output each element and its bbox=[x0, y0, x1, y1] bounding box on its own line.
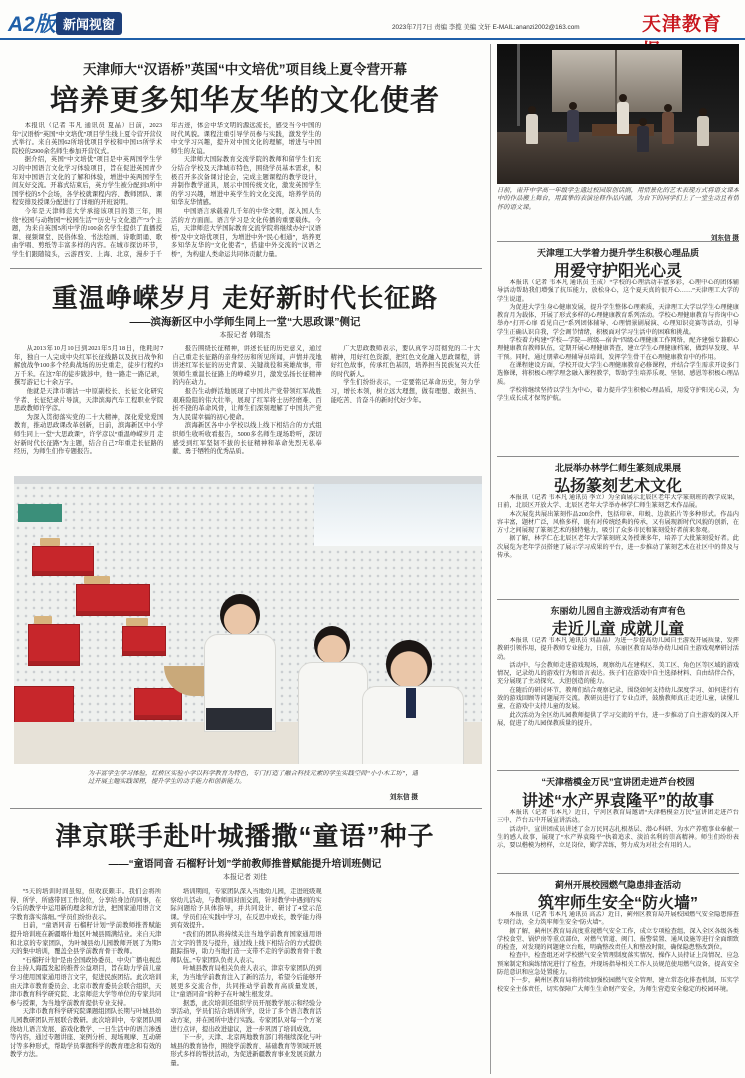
paragraph: 本报讯（记者 韦凡 通讯员 夏晶）日前，2023年“汉语桥”英国“中文培优”项目学生线上夏令营开营仪式举行。来自英国62所培优项目学校和中国15所学术院校的2900余名师生参加开营仪式。 bbox=[12, 122, 162, 155]
paragraph: 报告生动鲜活地展现了中国共产党带领红军战胜艰难险阻的伟大壮举，展现了红军将士历经磨难、百折不挠的革命风骨，让师生们深刻理解了中国共产党为人民谋幸福的初心使命。 bbox=[172, 387, 322, 421]
paragraph: 报告围绕长征精神，讲述长征的历史意义，通过自己重走长征路的亲身经历和所见所闻，声情并茂地讲述红军长征的历史背景、关键战役和英雄故事，带领师生重温长征路上的峥嵘岁月，激发弘扬长征精神的内在动力。 bbox=[172, 345, 322, 387]
paragraph: 为促进大学生身心健康发展，提升学生整体心理素质，天津理工大学以学生心理健康教育月为载体，开展了形式多样的心理健康教育系列活动。学校心理健康教育与咨询中心举办“打开心扉 看见自己”系列团体辅导、心理情景剧展演、心理知识竞赛等活动，引导学生正确认识自我，学会调节情绪，积极面对学习生活中的困难和挑战。 bbox=[497, 303, 739, 336]
actor-figure bbox=[697, 116, 709, 146]
paragraph: 学校将继续坚持以学生为中心，着力提升学生积极心理品质，用爱守护阳光心灵，为学生成长成才保驾护航。 bbox=[497, 386, 739, 403]
paragraph: 广大思政教师表示，要认真学习贯彻党的二十大精神，用好红色资源，把红色文化融入思政课程，讲好红色故事，传承红色基因，培养担当民族复兴大任的时代新人。 bbox=[330, 345, 480, 378]
paragraph: 为深入贯彻落实党的二十大精神，深化爱党爱国教育，推动思政课改革创新，日前，滨海新区中小学师生同上一堂“大思政课”，许学彦以“重温峥嵘岁月 走好新时代长征路”为主题，结合自己7年重走长征路的经历，为师生们作专题报告。 bbox=[14, 413, 164, 456]
section-rule bbox=[497, 770, 739, 771]
brief-body bbox=[497, 809, 739, 868]
actor-figure bbox=[567, 110, 579, 142]
light-pole bbox=[517, 44, 520, 126]
paragraph: 在课程建设方面，学校开设大学生心理健康教育必修课程，并结合学生需求开设多门选修课，将积极心理学理念融入课程教学，帮助学生培养乐观、坚韧、感恩等积极心理品质。 bbox=[497, 361, 739, 386]
paragraph: 据介绍，英国“中文培优”项目是中英两国学生学习的中国语言文化学习体验项目，旨在促进英国青少年对中国语言文化的了解和体验，增进中英两国学生间友好交流。开幕式结束后，英方学生被分配到3所中国学校的5个会场，各学校就课程内容、教师团队、课程安排及授课分配进行了详细的开班说明。 bbox=[12, 156, 162, 207]
actor-figure bbox=[637, 126, 649, 152]
red-shelf bbox=[32, 546, 94, 576]
actor-head bbox=[664, 104, 672, 112]
section-rule bbox=[497, 241, 739, 242]
paragraph: 活动中，与会教师走进游戏现场，观察幼儿在建构区、美工区、角色区等区域的游戏情况，记录幼儿的游戏行为和语言表达。孩子们在游戏中自主选择材料、自由结伴合作，充分展现了主动探究、大胆创造的能力。 bbox=[497, 661, 739, 686]
section-rule bbox=[10, 268, 482, 269]
actor-figure bbox=[617, 102, 629, 134]
green-board bbox=[18, 504, 62, 522]
lead-headline: 培养更多知华友华的文化使者 bbox=[49, 85, 440, 117]
paragraph: 学校着力构建“学校—学院—班级—宿舍”四级心理健康工作网络，配齐建强专兼职心理健康教育教师队伍，定期开展心理健康普查，建立学生心理健康档案，做到早发现、早干预。同时，通过朋辈心理辅导员培训，发挥学生骨干在心理健康教育中的作用。 bbox=[497, 337, 739, 361]
red-shelf bbox=[134, 688, 182, 720]
paragraph: 从2013年10月10日到2021年5月18日，他耗时7年，独自一人完成中央红军长征线路以及抗日战争和解放战争100多个经典战场的历史重走，徒步行程约3万千米。在这7年的徒步跋涉中，他一路走一路记录，撰写游记七十余万字。 bbox=[14, 345, 164, 387]
paragraph: 本报讯（记者 韦本凡 通讯员 刘晶晶）为进一步提高幼儿园自主游戏开展质量，发挥教研引领作用，提升教师专业能力，日前，东丽区教育局举办幼儿园自主游戏观摩研讨活动。 bbox=[497, 637, 739, 661]
girl-head bbox=[314, 626, 350, 664]
section-rule bbox=[497, 873, 739, 874]
bottom-byline: 本报记者 刘佳 bbox=[223, 874, 267, 881]
paragraph: 此次活动为全区幼儿园教师提供了学习交流的平台，进一步推动了自主游戏的深入开展，促进了幼儿园保教质量的提升。 bbox=[497, 711, 739, 727]
brief-body bbox=[497, 637, 739, 764]
paragraph: 下一步，天津、北京两地教育部门将继续深化与叶城县的教育协作，围绕学前教育、基础教育等领域开展形式多样的帮扶活动，为促进新疆教育事业发展贡献力量。 bbox=[170, 1034, 322, 1067]
paragraph: 本报讯（记者 韦本凡 通讯员 王成）“学校的心理活动丰富多彩，心理中心的团体辅导活动帮助我们增强了抗压能力，放松身心，这个夏天真的很开心……”天津理工大学的学生说道。 bbox=[497, 279, 739, 303]
stage-performance-photo bbox=[497, 44, 739, 184]
paragraph: 据悉，此次培训还组织学员开展教学展示和经验分享活动，学员们结合培训所学，设计了多个语言教育活动方案，并在园所中进行实践。专家团队对每一个方案进行点评，提出改进建议，进一步巩固了培训成效。 bbox=[170, 999, 322, 1033]
paragraph: 他就是天津市塘沽一中原副校长、长征文化研究学者、长征纪录片导演，天津滨海汽车工程职业学院思政教师许学彦。 bbox=[14, 387, 164, 413]
photo-caption: 为丰富学生学习体验，红桥区实验小学以科学教育为特色，专门打造了融合科技元素的学生实践空间“小小木工坊”，通过开展主题实践课程，提升学生的动手能力和创新能力。 bbox=[88, 770, 418, 786]
paragraph: 日前，“童语同音 石榴籽计划”学前教师推普赋能提升培训班在新疆喀什地区叶城县圆满结业。来自天津和北京的专家团队，为叶城县幼儿园教师开展了为期5天的集中培训，覆盖全县学前教育骨干教师。 bbox=[10, 922, 162, 956]
photo-credit: 刘东信 摄 bbox=[710, 235, 739, 242]
wooden-toy bbox=[34, 616, 52, 624]
column-divider bbox=[490, 44, 491, 1074]
brief-headline: 弘扬篆刻艺术文化 bbox=[553, 478, 682, 495]
brief-body bbox=[497, 494, 739, 594]
girl-head bbox=[386, 640, 432, 688]
brief-kicker: 东丽幼儿园自主游戏活动有声有色 bbox=[550, 606, 686, 616]
paragraph: 检查中，检查组还对学校燃气安全管理制度落实情况、操作人员持证上岗情况、应急预案制定和演练情况进行了检查，并现场指导相关工作人员规范使用燃气设备，提高安全防范意识和应急处置能力。 bbox=[497, 952, 739, 977]
paragraph: 下一步，蓟州区教育局将持续加强校园燃气安全管理，建立常态化排查机制，压实学校安全主体责任，切实保障广大师生生命财产安全，为师生营造安全稳定的校园环境。 bbox=[497, 977, 739, 993]
paragraph: “5天的培训时间虽短，但收获颇丰。我们会将所得、所学、所感带回工作岗位，分享给身边的同事，在今后的教学中运用新的理念和方法，把国家通用语言文字教育落实落细。”学员们纷纷表示。 bbox=[10, 888, 162, 921]
brief-body bbox=[497, 279, 739, 450]
bottom-subtitle: ——“童语同音 石榴籽计划”学前教师推普赋能提升培训班侧记 bbox=[108, 859, 382, 870]
brief-kicker: “天津楷模金万民”宣讲团走进芦台校园 bbox=[541, 777, 695, 787]
lead-body bbox=[12, 122, 480, 260]
brief-kicker: 北辰举办林学仁师生篆刻成果展 bbox=[554, 463, 681, 473]
actor-figure bbox=[662, 112, 674, 144]
actor-head bbox=[639, 118, 647, 126]
girl-shorts bbox=[206, 708, 272, 730]
girl-figure bbox=[298, 662, 368, 764]
brief-headline: 筑牢师生安全“防火墙” bbox=[537, 895, 698, 912]
actor-figure bbox=[526, 114, 538, 144]
bottom-headline: 津京联手赴叶城播撒“童语”种子 bbox=[55, 821, 435, 851]
feature-byline: 本报记者 韩瑞杰 bbox=[219, 332, 271, 339]
feature-headline: 重温峥嵘岁月 走好新时代长征路 bbox=[51, 283, 439, 313]
red-shelf bbox=[122, 626, 166, 656]
actor-head bbox=[699, 108, 707, 116]
girl-tie bbox=[406, 688, 416, 718]
paragraph: 叶城县教育局相关负责人表示，津京专家团队的到来，为当地学前教育注入了新的活力，希望今后能够开展更多交流合作，共同推动学前教育高质量发展，让“童语同音”的种子在叶城生根发芽。 bbox=[170, 965, 322, 999]
header-rule bbox=[0, 38, 745, 40]
section-rule bbox=[497, 599, 739, 600]
section-label: 新闻视窗 bbox=[56, 12, 122, 35]
lead-kicker: 天津师大“汉语桥”英国“中文培优”项目线上夏令营开幕 bbox=[83, 62, 407, 77]
red-shelf bbox=[28, 624, 80, 666]
masthead-logo: 天津教育 bbox=[642, 14, 723, 35]
bottom-body bbox=[10, 888, 482, 1072]
red-shelf bbox=[76, 584, 150, 616]
paragraph: 活动中，宣讲团成员讲述了金万民同志扎根基层、潜心科研、为水产养殖事业奉献一生的感人故事，展现了“水产界袁隆平”执着追求、淡泊名利的崇高精神。师生们纷纷表示，要以楷模为榜样，立足岗位，勤学苦练，努力成为对社会有用的人。 bbox=[497, 825, 739, 850]
paragraph: 据了解，蓟州区教育局高度重视燃气安全工作，成立专项检查组，深入全区各级各类学校食堂、锅炉房等重点部位，对燃气管道、阀门、报警装置、通风设施等进行全面细致的检查，对发现的问题建立台账，明确整改责任人和整改时限，确保隐患整改到位。 bbox=[497, 927, 739, 952]
section-rule bbox=[10, 808, 482, 809]
paragraph: 本报讯（记者 韦本凡 通讯员 高孟）近日，蓟州区教育局开展校园燃气安全隐患排查专项行动，全力筑牢师生安全“防火墙”。 bbox=[497, 911, 739, 927]
paragraph: 中国语言承载着几千年的中华文明，深入国人生活的方方面面。语言学习是文化传播的重要载体。今后，天津师范大学国际教育交流学院将继续办好“汉语桥”及中文培优项目，为增进中外“民心相通”，培养更多知华友华的“文化使者”，搭建中外交流的“汉语之桥”，为构建人类命运共同体贡献力量。 bbox=[171, 207, 321, 258]
brief-headline: 走近儿童 成就儿童 bbox=[551, 621, 685, 638]
paragraph: 本报讯（记者 韦本凡）近日，宁河区教育局邀请“天津楷模金万民”宣讲团走进芦台三中、芦台五中开展宣讲活动。 bbox=[497, 809, 739, 825]
paragraph: 滨海新区各中小学校以线上线下相结合的方式组织师生收听收看报告，5000多名师生现场聆听，深切感受到红军坚韧不拔的长征精神和革命先烈无私奉献、勇于牺牲的优秀品质。 bbox=[172, 422, 322, 456]
ceiling-strip bbox=[14, 476, 482, 484]
feature-subtitle: ——滨海新区中小学师生同上一堂“大思政课”侧记 bbox=[129, 316, 361, 328]
actor-head bbox=[569, 102, 577, 110]
paragraph: 培训期间，专家团队深入当地幼儿园，走进班级观察幼儿活动，与教师面对面交流，针对教学中遇到的实际问题给予具体指导，并共同设计、研讨了4堂示范课。学员们在实践中学习，在反思中成长，教学能力得到有效提升。 bbox=[170, 888, 322, 930]
girl-head bbox=[220, 594, 260, 636]
wooden-toy bbox=[84, 576, 110, 584]
window bbox=[314, 476, 482, 546]
paragraph: 天津师大国际教育交流学院的教师和留学生们充分结合学校及天津城市特色，围绕学员基本需求，积极召开多次备课讨论会，完成主题课程的教学设计，并制作教学道具，展示中国传统文化，激发英国学生的学习兴趣，增进中英学生的文化交流，培养学员的知华友华情感。 bbox=[171, 156, 321, 207]
wooden-toy bbox=[126, 618, 148, 626]
brief-kicker: 蓟州开展校园燃气隐患排查活动 bbox=[554, 880, 681, 890]
actor-head bbox=[528, 106, 536, 114]
paragraph: “我们的团队将持续关注当地学前教育国家通用语言文字的普及与提升，通过线上线下相结合的方式提供跟踪指导，助力当地打造一支带不走的学前教育骨干教师队伍。”专家团队负责人表示。 bbox=[170, 930, 322, 964]
paragraph: 本报讯（记者 韦本凡 通讯员 李立）为全面展示北辰区老年大学篆刻班的教学成果，日前，北辰区开放大学、北辰区老年大学举办林学仁师生篆刻艺术作品展。 bbox=[497, 494, 739, 510]
brief-headline: 讲述“水产界袁隆平”的故事 bbox=[521, 793, 714, 810]
paragraph: 学生们纷纷表示，一定要铭记革命历史，努力学习，增长本领，树立远大理想，做有理想、敢担当、能吃苦、肯奋斗的新时代好少年。 bbox=[330, 379, 480, 404]
paragraph: 今年是天津师范大学承接该项目的第三年，围绕“校园与动物园”“校园生活”“历史与文化遗产”3个主题，为来自英国5所中学的100余名学生提供了直播授课、视频课堂、民俗体验、书法绘画、诗歌朗诵、歌曲学唱、剪纸等丰富多样的内容。在城市探访环节，学生们跟随镜头，云游西安、上海、北京，漫步于千年古迹，体会中华文明的源远流长，感受当今中国的时代风貌。课程注重引导学员参与实践，激发学生的中文学习兴趣，提升对中国文化的理解，增进与中国师生的友谊。 bbox=[12, 122, 321, 258]
actor-head bbox=[619, 94, 627, 102]
page-number: A2版 bbox=[8, 13, 56, 36]
paragraph: 本次展览共展出篆刻作品200余件，包括印章、印蜕、边款拓片等多种形式。作品内容丰富，题材广泛，风格多样，既有对传统经典的传承，又有展现新时代风貌的创新，在方寸之间展现了篆刻艺术的独特魅力，吸引了众多市民和篆刻爱好者前来参观。 bbox=[497, 510, 739, 535]
classroom-photo bbox=[14, 476, 482, 764]
photo-caption: 日前，南开中学高一年级学生通过校园原创话剧，用情景化的艺术表现方式将语文课本中的作品搬上舞台，用真挚的表演诠释作品内涵，为台下的同学们上了一堂生动且有情怀的语文课。 bbox=[497, 187, 739, 211]
brief-kicker: 天津理工大学着力提升学生积极心理品质 bbox=[536, 248, 699, 258]
issue-meta: 2023年7月7日 责编 李揽 美编 文轩 E-MAIL:ananzi2002@163.com bbox=[392, 24, 580, 31]
paragraph: 据了解，林学仁在北辰区老年大学篆刻班义务授课多年，培养了大批篆刻爱好者。此次展览为老年学员搭建了展示学习成果的平台，进一步推动了篆刻艺术在社区中的普及与传承。 bbox=[497, 535, 739, 560]
brief-body bbox=[497, 911, 739, 1072]
paragraph: “石榴籽计划”是由全国政协委员、中央广播电视总台主持人海霞发起的推普公益项目，旨在助力学前儿童学习使用国家通用语言文字，促进民族团结。此次培训由天津市教育委员会、北京市教育委员会联合组织，天津市教育科学研究院、北京师范大学等单位的专家共同参与授课，为当地学前教育提供专业支持。 bbox=[10, 956, 162, 1007]
paragraph: 天津市教育科学研究院课题组团队长期与叶城县幼儿园教研团队开展联合教研。此次培训中，专家团队围绕幼儿语言发展、游戏化教学、一日生活中的语言渗透等内容，通过专题讲座、案例分析、现场观摩、互动研讨等多种形式，帮助学员掌握科学的教育理念和有效的教学方法。 bbox=[10, 1008, 162, 1059]
wooden-toy bbox=[40, 538, 60, 546]
photo-credit: 刘东信 摄 bbox=[389, 794, 418, 801]
paragraph: 在随后的研讨环节，教师们结合观察记录，围绕如何支持幼儿深度学习、如何进行有效的游戏回顾等问题展开交流。教研员进行了专业点评，鼓励教师真正走近儿童，读懂儿童，在游戏中支持儿童的发展。 bbox=[497, 686, 739, 711]
feature-body bbox=[14, 345, 480, 469]
brief-headline: 用爱守护阳光心灵 bbox=[553, 263, 682, 280]
section-rule bbox=[497, 456, 739, 457]
